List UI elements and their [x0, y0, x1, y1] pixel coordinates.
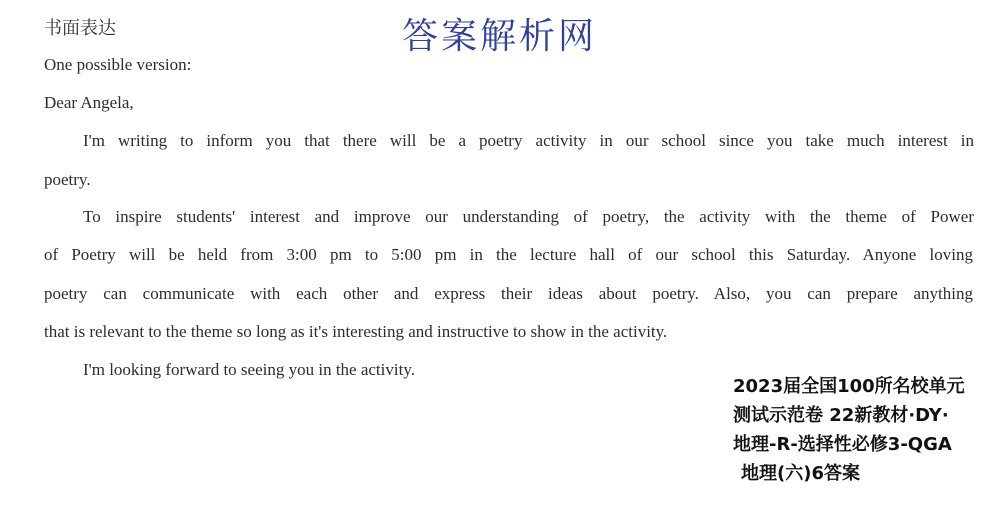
- overlay-line-1: 2023届全国100所名校单元: [733, 376, 965, 397]
- paragraph-3-line-1: I'm looking forward to seeing you in the activity.: [83, 360, 415, 379]
- salutation: Dear Angela,: [44, 93, 134, 112]
- overlay-caption: [733, 372, 995, 488]
- paragraph-2-line-2: of Poetry will be held from 3:00 pm to 5:00 pm in the lecture hall of our school this Saturday. Anyone loving: [44, 245, 973, 264]
- paragraph-1-line-1: I'm writing to inform you that there will be a poetry activity in our school since you take much interest in: [83, 131, 974, 150]
- paragraph-2-line-1: To inspire students' interest and improve our understanding of poetry, the activity with the theme of Power: [83, 207, 974, 226]
- section-title: 书面表达: [44, 18, 116, 39]
- paragraph-2-line-3: poetry can communicate with each other and express their ideas about poetry. Also, you can prepare anything: [44, 284, 973, 303]
- watermark-text: 答案解析网: [402, 16, 598, 57]
- overlay-line-2: 测试示范卷 22新教材·DY·: [733, 405, 949, 426]
- paragraph-1-line-2: poetry.: [44, 170, 91, 189]
- version-label: One possible version:: [44, 55, 192, 74]
- paragraph-2-line-4: that is relevant to the theme so long as it's interesting and instructive to show in the activity.: [44, 322, 668, 341]
- overlay-line-3: 地理-R-选择性必修3-QGA: [733, 434, 952, 455]
- overlay-line-4: 地理(六)6答案: [741, 463, 860, 484]
